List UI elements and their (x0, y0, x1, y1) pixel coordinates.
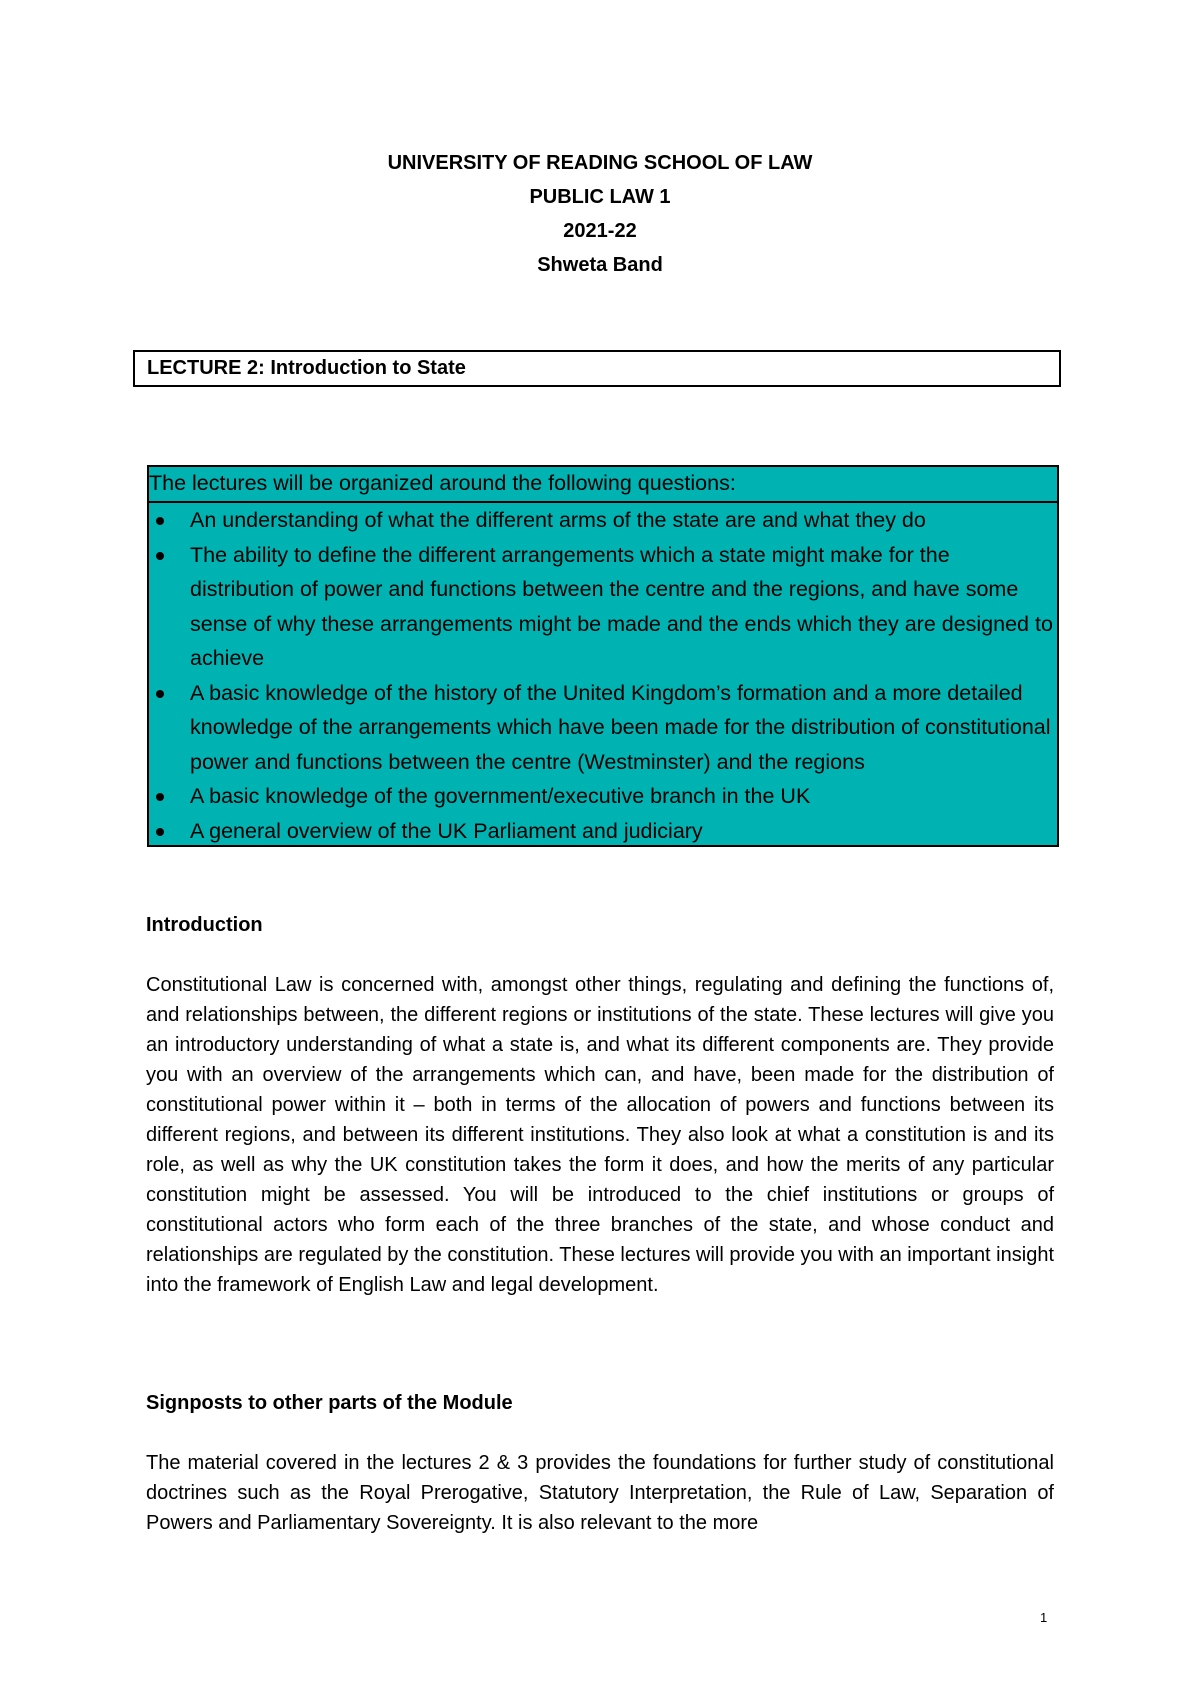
learning-outcomes-list (149, 503, 1057, 848)
bullet-icon (156, 793, 164, 801)
bullet-icon (156, 517, 164, 525)
list-item-text: The ability to define the different arrangements which a state might make for the distribution of power and functions between the centre and the regions, and have some sense of why these arrangements might be made and the ends which they are designed to achieve (190, 542, 1053, 670)
signposts-paragraph: The material covered in the lectures 2 & 3 provides the foundations for further study of constitutional doctrines such as the Royal Prerogative, Statutory Interpretation, the Rule of Law, Separation of Powers and Parliamentary Sovereignty. It is also relevant to the more (146, 1452, 1054, 1534)
list-item-text: A general overview of the UK Parliament and judiciary (190, 818, 703, 843)
list-item (149, 676, 1057, 780)
page-number: 1 (1040, 1610, 1048, 1625)
introduction-heading: Introduction (146, 914, 263, 936)
bullet-icon (156, 552, 164, 560)
author-name: Shweta Band (537, 254, 663, 276)
bullet-icon (156, 828, 164, 836)
signposts-heading: Signposts to other parts of the Module (146, 1392, 513, 1414)
list-item (149, 538, 1057, 676)
bullet-icon (156, 690, 164, 698)
list-item (149, 814, 1057, 849)
academic-year: 2021-22 (563, 220, 637, 242)
learning-outcomes-intro: The lectures will be organized around the following questions: (149, 467, 1057, 503)
module-title: PUBLIC LAW 1 (529, 186, 671, 208)
list-item (149, 503, 1057, 538)
list-item (149, 779, 1057, 814)
learning-outcomes-box (147, 465, 1059, 847)
lecture-title-box (133, 350, 1061, 387)
introduction-paragraph: Constitutional Law is concerned with, amongst other things, regulating and defining the functions of, and relationships between, the different regions or institutions of the state. These lectures will give you an introductory understanding of what a state is, and what its different components are. They provide you with an overview of the arrangements which can, and have, been made for the distribution of constitutional power within it – both in terms of the allocation of powers and functions between its different regions, and between its different institutions. They also look at what a constitution is and its role, as well as why the UK constitution takes the form it does, and how the merits of any particular constitution might be assessed. You will be introduced to the chief institutions or groups of constitutional actors who form each of the three branches of the state, and whose conduct and relationships are regulated by the constitution. These lectures will provide you with an important insight into the framework of English Law and legal development. (146, 974, 1054, 1296)
institution-title: UNIVERSITY OF READING SCHOOL OF LAW (387, 152, 813, 174)
lecture-title: LECTURE 2: Introduction to State (147, 357, 466, 379)
list-item-text: An understanding of what the different arms of the state are and what they do (190, 508, 926, 532)
list-item-text: A basic knowledge of the government/executive branch in the UK (190, 784, 811, 808)
list-item-text: A basic knowledge of the history of the United Kingdom’s formation and a more detailed knowledge of the arrangements which have been made for the distribution of constitutional power and functions between the centre (Westminster) and the regions (190, 680, 1051, 774)
